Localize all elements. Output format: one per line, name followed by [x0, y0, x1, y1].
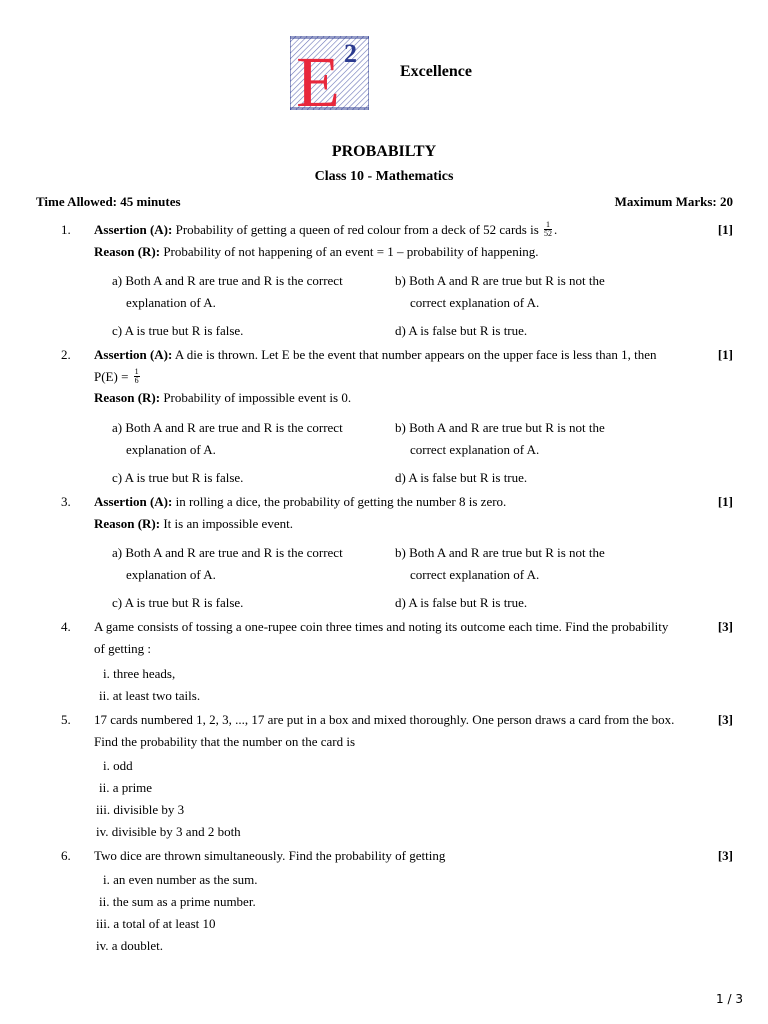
question-marks: [1] [717, 222, 733, 237]
reason-text: Probability of not happening of an event = 1 – probability of happening. [163, 244, 539, 259]
option-b: b) Both A and R are true but R is not the [395, 545, 605, 560]
question-text-2: of getting : [94, 641, 152, 656]
page-title: PROBABILTY [331, 143, 437, 160]
page-subtitle: Class 10 - Mathematics [314, 169, 454, 184]
question-marks: [3] [717, 712, 733, 727]
question-marks: [3] [717, 848, 733, 863]
assertion-label: Assertion (A): [94, 494, 173, 509]
question-number: 6. [61, 848, 71, 863]
assertion-text: A die is thrown. Let E be the event that number appears on the upper face is less than 1, then [174, 347, 657, 362]
logo-graphic [290, 36, 369, 110]
question-number: 2. [61, 347, 71, 362]
option-a-continued: explanation of A. [126, 442, 216, 457]
assertion-line [94, 494, 506, 510]
sub-item: iii. a total of at least 10 [96, 916, 216, 931]
option-d: d) A is false but R is true. [395, 595, 528, 610]
fraction [544, 221, 552, 238]
maximum-marks: Maximum Marks: 20 [614, 194, 733, 209]
reason-line [94, 390, 351, 406]
option-b: b) Both A and R are true but R is not the [395, 273, 605, 288]
question-number: 5. [61, 712, 71, 727]
reason-text: Probability of impossible event is 0. [163, 390, 352, 405]
logo [290, 36, 369, 110]
sub-item: i. an even number as the sum. [103, 872, 258, 887]
assertion-text: in rolling a dice, the probability of getting the number 8 is zero. [175, 494, 507, 509]
assertion-line [94, 347, 656, 363]
option-d: d) A is false but R is true. [395, 323, 528, 338]
page-number: 1 / 3 [716, 992, 743, 1006]
option-b: b) Both A and R are true but R is not the [395, 420, 605, 435]
brand-name: Excellence [400, 63, 472, 80]
logo-letter: E [296, 42, 340, 110]
time-allowed: Time Allowed: 45 minutes [36, 194, 181, 209]
assertion-label: Assertion (A): [94, 347, 173, 362]
question-text-2: Find the probability that the number on the card is [94, 734, 356, 749]
reason-text: It is an impossible event. [163, 516, 293, 531]
fraction-numerator: 1 [546, 219, 551, 229]
option-c: c) A is true but R is false. [112, 323, 244, 338]
reason-label: Reason (R): [94, 244, 161, 259]
fraction-numerator: 1 [134, 366, 139, 376]
assertion-tail: . [554, 222, 558, 237]
question-text: 17 cards numbered 1, 2, 3, ..., 17 are put in a box and mixed thoroughly. One person draws a card from the box. [94, 712, 675, 727]
sub-item: ii. at least two tails. [99, 688, 201, 703]
option-d: d) A is false but R is true. [395, 470, 528, 485]
reason-line [94, 244, 539, 260]
sub-item: iv. a doublet. [96, 938, 164, 953]
option-a: a) Both A and R are true and R is the correct [112, 545, 343, 560]
question-marks: [1] [717, 347, 733, 362]
reason-label: Reason (R): [94, 390, 161, 405]
fraction-denominator: 52 [544, 228, 553, 238]
question-number: 4. [61, 619, 71, 634]
question-text: Two dice are thrown simultaneously. Find the probability of getting [94, 848, 446, 863]
option-c: c) A is true but R is false. [112, 595, 244, 610]
fraction-denominator: 6 [134, 375, 139, 385]
question-number: 3. [61, 494, 71, 509]
sub-item: ii. a prime [99, 780, 153, 795]
logo-superscript: 2 [344, 39, 357, 68]
assertion-text-2: P(E) = [94, 369, 129, 384]
sub-item: iv. divisible by 3 and 2 both [96, 824, 241, 839]
option-b-continued: correct explanation of A. [410, 295, 540, 310]
sub-item: ii. the sum as a prime number. [99, 894, 256, 909]
option-a-continued: explanation of A. [126, 295, 216, 310]
assertion-line-2 [94, 366, 142, 387]
option-b-continued: correct explanation of A. [410, 442, 540, 457]
question-marks: [3] [717, 619, 733, 634]
question-number: 1. [61, 222, 71, 237]
assertion-text: Probability of getting a queen of red colour from a deck of 52 cards is [175, 222, 539, 237]
option-b-continued: correct explanation of A. [410, 567, 540, 582]
option-c: c) A is true but R is false. [112, 470, 244, 485]
fraction [134, 368, 140, 385]
sub-item: i. odd [103, 758, 133, 773]
option-a: a) Both A and R are true and R is the correct [112, 420, 343, 435]
sub-item: iii. divisible by 3 [96, 802, 185, 817]
option-a-continued: explanation of A. [126, 567, 216, 582]
question-text: A game consists of tossing a one-rupee coin three times and noting its outcome each time. Find the probability [94, 619, 669, 634]
question-marks: [1] [717, 494, 733, 509]
option-a: a) Both A and R are true and R is the correct [112, 273, 343, 288]
reason-label: Reason (R): [94, 516, 161, 531]
reason-line [94, 516, 293, 532]
assertion-line [94, 219, 558, 240]
assertion-label: Assertion (A): [94, 222, 173, 237]
sub-item: i. three heads, [103, 666, 176, 681]
